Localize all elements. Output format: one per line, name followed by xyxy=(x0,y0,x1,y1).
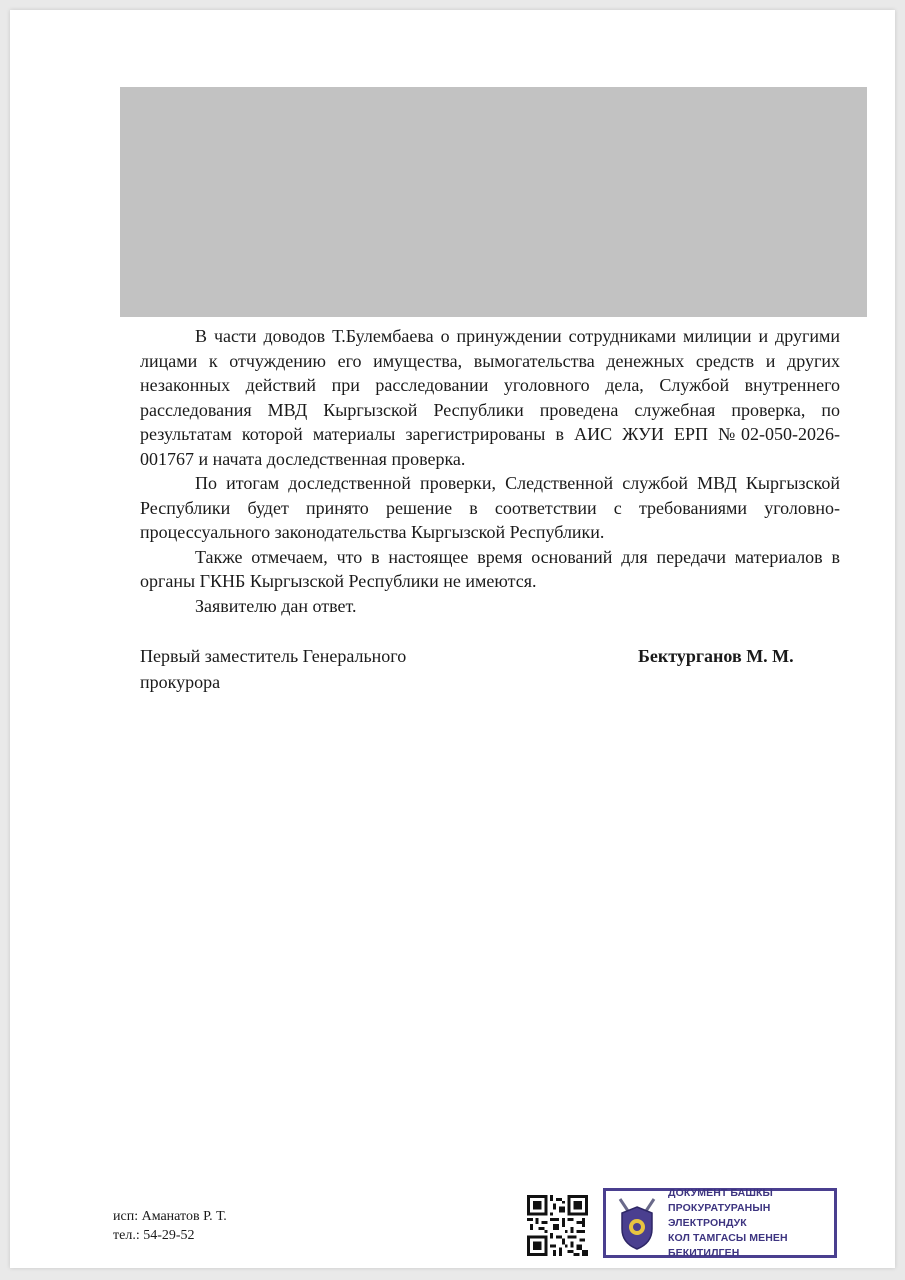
paragraph-3: Также отмечаем, что в настоящее время оснований для передачи материалов в органы ГКНБ Кыргызской Республики не имеются. xyxy=(140,546,840,591)
paragraph-4: Заявителю дан ответ. xyxy=(195,595,357,616)
executor-info xyxy=(113,1207,227,1245)
electronic-signature-stamp xyxy=(603,1188,837,1258)
prosecutor-emblem-icon xyxy=(612,1193,662,1253)
document-page xyxy=(10,10,895,1268)
qr-code-icon xyxy=(527,1195,588,1256)
signatory-name: Бектурганов М. М. xyxy=(638,646,794,666)
stamp-line-1: ДОКУМЕНТ БАШКЫ xyxy=(668,1186,773,1199)
paragraph-1: В части доводов Т.Булембаева о принуждении сотрудниками милиции и другими лицами к отчуждению его имущества, вымогательства денежных средств и других незаконных действий при расследовании уголовного дела, Службой внутреннего расследования МВД Кыргызской Республики проведена служебная проверка, по результатам которой материалы зарегистрированы в АИС ЖУИ ЕРП №02-050-2026-001767 и начата доследственная проверка. xyxy=(140,326,840,469)
stamp-line-3: КОЛ ТАМГАСЫ МЕНЕН БЕКИТИЛГЕН xyxy=(668,1231,788,1259)
paragraph-2: По итогам доследственной проверки, Следственной службой МВД Кыргызской Республики будет принято решение в соответствии с требованиями уголовно-процессуального законодательства Кыргызской Республики. xyxy=(140,473,840,542)
signatory-title-line2: прокурора xyxy=(140,672,221,692)
letter-body xyxy=(140,324,840,618)
executor-phone: тел.: 54-29-52 xyxy=(113,1228,195,1243)
stamp-line-2: ПРОКУРАТУРАНЫН ЭЛЕКТРОНДУК xyxy=(668,1201,771,1229)
signatory-title-line1: Первый заместитель Генерального xyxy=(140,646,407,666)
signatory-title xyxy=(140,643,500,695)
executor-name: исп: Аманатов Р. Т. xyxy=(113,1209,227,1224)
redacted-area xyxy=(120,87,867,317)
